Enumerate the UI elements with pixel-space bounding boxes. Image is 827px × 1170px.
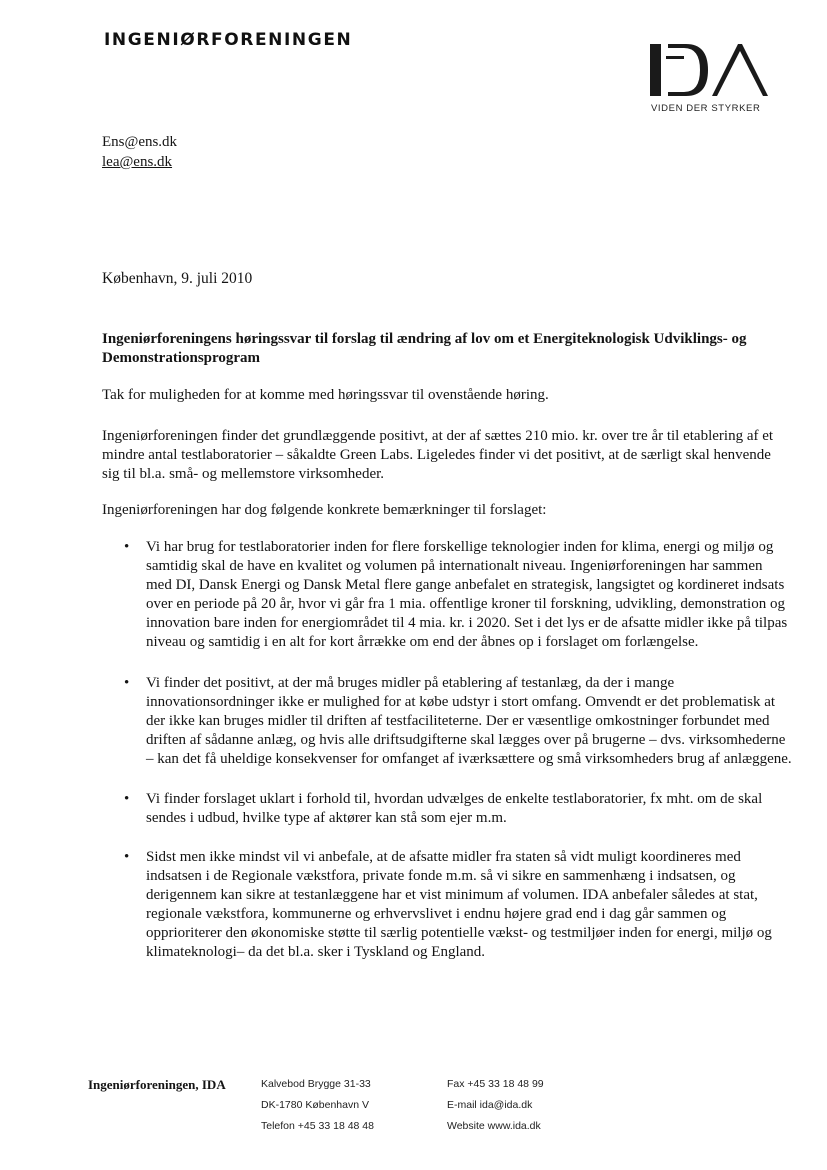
body-paragraph: Ingeniørforeningen finder det grundlæggende positivt, at der af sættes 210 mio. kr. over tre år til etablering af et mindre antal testlaboratorier – såkaldte Green Labs. Ligeledes finder vi det positivt, at de særligt skal henvende sig til bl.a. små- og mellemstore virksomheder.	[102, 428, 774, 482]
bullet-icon: •	[124, 791, 130, 807]
list-item	[102, 674, 792, 769]
footer-address-line: DK-1780 København V	[261, 1099, 369, 1111]
list-item	[102, 538, 792, 652]
list-item-text: Vi har brug for testlaboratorier inden for flere forskellige teknologier inden for klima, energi og miljø og samtidig skal de have en kvalitet og volumen på internationalt niveau. Ingeniørforeningen har sammen med DI, Dansk Energi og Dansk Metal flere gange anbefalet en strategisk, langsigtet og kordineret indsats over en periode på 20 år, hvor vi går fra 1 mia. offentlige kroner til forskning, udvikling, demonstration og innovation bare inden for energiområdet til 4 mia. kr. i 2020. Set i det lys er de afsatte midler ikke på tilpas niveau og samtidig i en alt for kort årrække om end der åbnes op i forslaget om forlængelse.	[146, 539, 788, 650]
list-item	[102, 848, 792, 962]
footer-fax: Fax +45 33 18 48 99	[447, 1078, 544, 1090]
date-line: København, 9. juli 2010	[102, 270, 253, 287]
letterhead-organization: INGENIØRFORENINGEN	[104, 30, 353, 50]
recipients-block	[102, 132, 177, 172]
footer-address	[261, 1074, 374, 1137]
list-item	[102, 790, 792, 828]
footer-phone: Telefon +45 33 18 48 48	[261, 1120, 374, 1132]
footer-contact	[447, 1074, 544, 1137]
body-paragraph: Tak for muligheden for at komme med høringssvar til ovenstående høring.	[102, 387, 549, 403]
footer-email[interactable]: E-mail ida@ida.dk	[447, 1099, 533, 1111]
footer-organization: Ingeniørforeningen, IDA	[88, 1077, 226, 1092]
list-item-text: Sidst men ikke mindst vil vi anbefale, at de afsatte midler fra staten så vidt muligt koordineres med indsatsen i de Regionale vækstfora, private fonde m.m. så vi sikre en sammenhæng i indsatsen, og derigennem kan sikre at testanlæggene har et vist minimum af volumen. IDA anbefaler således at stat, regionale vækstfora, kommunerne og erhvervslivet i endnu højere grad end i dag går sammen og opprioriterer den økonomiske støtte til særlig potentielle vækst- og testmiljøer inden for energi, miljø og klimateknologi– da det bl.a. sker i Tyskland og England.	[146, 849, 772, 960]
remarks-list	[102, 538, 792, 962]
list-item-text: Vi finder det positivt, at der må bruges midler på etablering af testanlæg, da der i mange innovationsordninger ikke er mulighed for at købe udstyr i stort omfang. Omvendt er det problematisk at der ikke kan bruges midler til driften af testfaciliteterne. Der er væsentlige omkostninger forbundet med driften af sådanne anlæg, og hvis alle driftsudgifterne skal lægges over på brugerne – dvs. virksomhederne – kan det få uheldige konsekvenser for omfanget af iværksættere og små virksomheders brug af anlæggene.	[146, 675, 792, 767]
recipient-email[interactable]: lea@ens.dk	[102, 154, 173, 170]
recipient-email[interactable]: Ens@ens.dk	[102, 134, 178, 150]
bullet-icon: •	[124, 675, 130, 691]
bullet-icon: •	[124, 849, 130, 865]
list-item-text: Vi finder forslaget uklart i forhold til, hvordan udvælges de enkelte testlaboratorier, fx mht. om de skal sendes i udbud, hvilke type af aktører kan stå som ejer m.m.	[146, 791, 763, 826]
footer-website[interactable]: Website www.ida.dk	[447, 1120, 541, 1132]
ida-logo-mark	[646, 42, 770, 102]
footer-address-line: Kalvebod Brygge 31-33	[261, 1078, 371, 1090]
subject-heading: Ingeniørforeningens høringssvar til forslag til ændring af lov om et Energiteknologisk Udviklings- og Demonstrationsprogram	[102, 331, 747, 366]
logo-tagline: VIDEN DER STYRKER	[651, 103, 761, 114]
bullet-icon: •	[124, 539, 130, 555]
body-paragraph: Ingeniørforeningen har dog følgende konkrete bemærkninger til forslaget:	[102, 502, 547, 518]
